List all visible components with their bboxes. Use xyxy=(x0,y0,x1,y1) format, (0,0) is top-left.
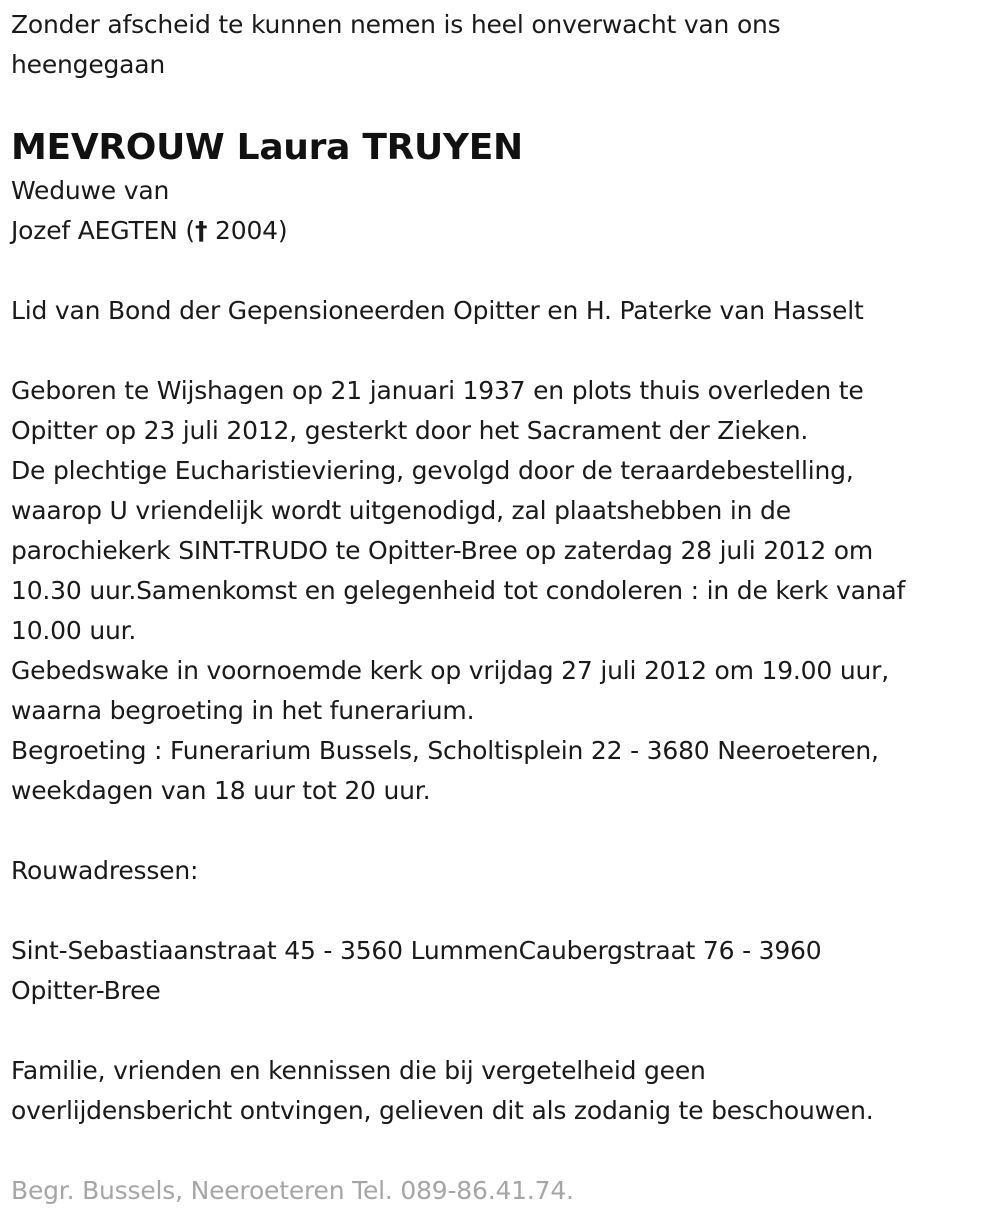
spacer xyxy=(11,331,986,371)
addresses-label: Rouwadressen: xyxy=(11,856,199,885)
spacer xyxy=(11,891,986,931)
details-line: 10.00 uur. xyxy=(11,616,137,645)
address-line: Opitter-Bree xyxy=(11,976,161,1005)
closing-text xyxy=(11,1051,986,1131)
spouse-name: Jozef AEGTEN ( xyxy=(11,216,195,245)
intro-line: heengegaan xyxy=(11,50,166,79)
intro-line: Zonder afscheid te kunnen nemen is heel onverwacht van ons xyxy=(11,10,781,39)
details-line: Begroeting : Funerarium Bussels, Scholtisplein 22 - 3680 Neeroeteren, xyxy=(11,736,879,765)
details-line: Geboren te Wijshagen op 21 januari 1937 en plots thuis overleden te xyxy=(11,376,864,405)
closing-line: overlijdensbericht ontvingen, gelieven dit als zodanig te beschouwen. xyxy=(11,1096,874,1125)
details-line: parochiekerk SINT-TRUDO te Opitter-Bree op zaterdag 28 juli 2012 om xyxy=(11,536,874,565)
details-line: waarop U vriendelijk wordt uitgenodigd, zal plaatshebben in de xyxy=(11,496,791,525)
deceased-name: MEVROUW Laura TRUYEN xyxy=(11,127,523,168)
funeral-home-footer: Begr. Bussels, Neeroeteren Tel. 089-86.41.74. xyxy=(11,1176,574,1205)
spouse-info xyxy=(11,171,986,251)
addresses xyxy=(11,931,986,1011)
details-line: Opitter op 23 juli 2012, gesterkt door het Sacrament der Zieken. xyxy=(11,416,809,445)
membership: Lid van Bond der Gepensioneerden Opitter en H. Paterke van Hasselt xyxy=(11,296,864,325)
spacer xyxy=(11,1011,986,1051)
cross-icon: † xyxy=(194,216,208,245)
address-line: Sint-Sebastiaanstraat 45 - 3560 LummenCaubergstraat 76 - 3960 xyxy=(11,936,822,965)
details-line: 10.30 uur.Samenkomst en gelegenheid tot condoleren : in de kerk vanaf xyxy=(11,576,906,605)
spacer xyxy=(11,251,986,291)
obituary-notice xyxy=(11,5,986,1211)
spacer xyxy=(11,1131,986,1171)
funeral-details xyxy=(11,371,986,811)
spouse-relation: Weduwe van xyxy=(11,176,170,205)
spouse-death-year: 2004) xyxy=(207,216,288,245)
details-line: waarna begroeting in het funerarium. xyxy=(11,696,475,725)
closing-line: Familie, vrienden en kennissen die bij vergetelheid geen xyxy=(11,1056,706,1085)
spouse-name-line xyxy=(11,211,986,251)
details-line: weekdagen van 18 uur tot 20 uur. xyxy=(11,776,431,805)
details-line: Gebedswake in voornoemde kerk op vrijdag 27 juli 2012 om 19.00 uur, xyxy=(11,656,889,685)
details-line: De plechtige Eucharistieviering, gevolgd door de teraardebestelling, xyxy=(11,456,854,485)
intro-text xyxy=(11,5,986,85)
spacer xyxy=(11,811,986,851)
